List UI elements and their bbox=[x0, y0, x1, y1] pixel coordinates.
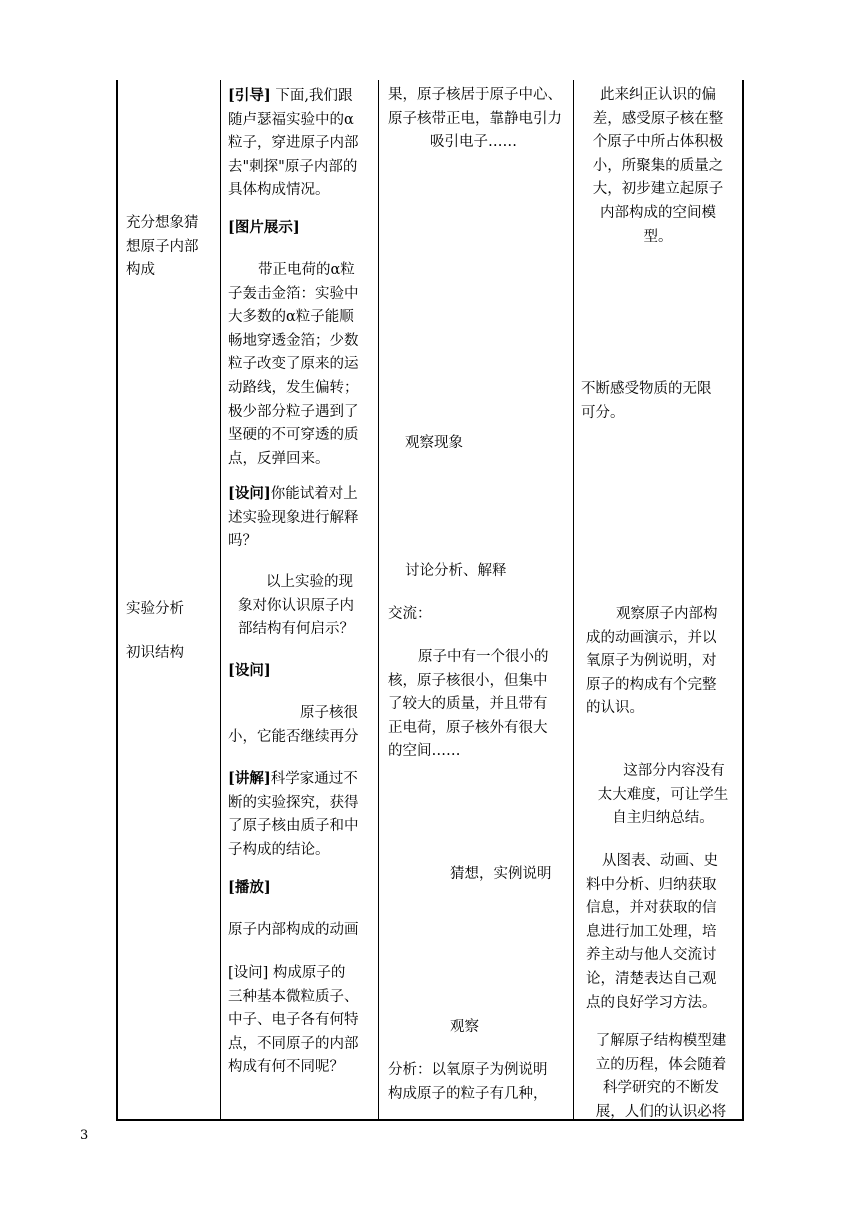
stage-imagine bbox=[126, 212, 218, 283]
intent-line: 立的历程，体会随着 bbox=[595, 1056, 727, 1073]
picture-description bbox=[228, 259, 376, 471]
intent-line: 氧原子为例说明，对 bbox=[586, 653, 717, 670]
student-line: 正电荷，原子核外有很大 bbox=[388, 719, 548, 736]
stage-experiment-analysis: 实验分析 bbox=[126, 601, 184, 617]
question-line: 你能试着对上 bbox=[270, 486, 358, 502]
intent-line: 信息，并对获取的信 bbox=[586, 900, 717, 917]
question-line: 小，它能否继续再分 bbox=[228, 728, 359, 745]
intent-line: 内部构成的空间模 bbox=[600, 204, 716, 221]
picture-line: 极少部分粒子遇到了 bbox=[228, 403, 359, 420]
intent-line: 大，初步建立起原子 bbox=[592, 181, 724, 198]
picture-line: 畅地穿透金箔；少数 bbox=[228, 332, 359, 349]
intent-line: 不断感受物质的无限 bbox=[581, 381, 712, 397]
picture-line: 子轰击金箔：实验中 bbox=[228, 285, 359, 302]
table-column-divider bbox=[220, 80, 221, 1120]
picture-line: 粒子改变了原来的运 bbox=[228, 356, 359, 373]
question-particles bbox=[228, 962, 376, 1080]
question-line: 中子、电子各有何特 bbox=[228, 1012, 359, 1029]
question-tag-2: [设问] bbox=[228, 662, 271, 679]
guide-line: 具体构成情况。 bbox=[228, 182, 330, 199]
lecture-line: 科学家通过不 bbox=[270, 771, 358, 787]
intent-learning-method bbox=[586, 850, 740, 1015]
intent-line: 的认识。 bbox=[586, 700, 644, 717]
page-number: 3 bbox=[80, 1128, 89, 1143]
question-line: 三种基本微粒质子、 bbox=[228, 988, 359, 1005]
guide-tag: [引导] bbox=[228, 87, 271, 104]
student-line: 果，原子核居于原子中心、 bbox=[388, 87, 562, 103]
student-line: 原子中有一个很小的 bbox=[418, 649, 549, 665]
question-nucleus-divide bbox=[228, 702, 376, 749]
stage-initial-structure: 初识结构 bbox=[126, 645, 184, 661]
discuss-analyze: 讨论分析、解释 bbox=[405, 563, 507, 579]
intent-line: 了解原子结构模型建 bbox=[595, 1033, 727, 1049]
intent-line: 科学研究的不断发 bbox=[603, 1080, 719, 1097]
picture-line: 点，反弹回来。 bbox=[228, 450, 330, 467]
intent-line: 这部分内容没有 bbox=[623, 763, 725, 779]
table-column-divider bbox=[378, 80, 379, 1120]
intent-model-history bbox=[581, 1030, 741, 1124]
intent-line: 点的良好学习方法。 bbox=[586, 994, 717, 1011]
intent-line: 可分。 bbox=[581, 404, 625, 421]
intent-animation-demo bbox=[586, 603, 740, 721]
guide-line: 下面,我们跟 bbox=[275, 88, 353, 104]
question-inspiration bbox=[238, 571, 378, 642]
question-line: 构成有何不同呢？ bbox=[228, 1059, 344, 1076]
picture-line: 大多数的α粒子能顺 bbox=[228, 309, 354, 326]
intent-line: 论，清楚表达自己观 bbox=[586, 970, 717, 987]
student-line: 分析：以氧原子为例说明 bbox=[388, 1062, 548, 1078]
question-explain bbox=[228, 482, 376, 554]
question-line: 以上实验的现 bbox=[266, 574, 353, 590]
lecture-paragraph bbox=[228, 767, 376, 862]
lecture-line: 子构成的结论。 bbox=[228, 841, 330, 858]
question-line: 原子核很 bbox=[300, 705, 358, 721]
student-line: 吸引电子…… bbox=[430, 134, 517, 151]
intent-line: 小，所聚集的质量之 bbox=[592, 157, 724, 174]
picture-show-tag: [图片展示] bbox=[228, 219, 300, 236]
intent-correct-understanding bbox=[578, 84, 738, 249]
nucleus-attract-text bbox=[388, 84, 573, 155]
intent-line: 养主动与他人交流讨 bbox=[586, 947, 717, 964]
play-tag: [播放] bbox=[228, 879, 271, 896]
exchange-label: 交流： bbox=[388, 606, 432, 622]
picture-line: 带正电荷的α粒 bbox=[258, 262, 355, 278]
table-column-divider bbox=[573, 80, 574, 1120]
table-border-left bbox=[116, 80, 118, 1120]
guide-paragraph bbox=[228, 84, 376, 203]
question-tag: [设问] bbox=[228, 485, 271, 502]
intent-line: 自主归纳总结。 bbox=[612, 810, 714, 827]
stage-line: 构成 bbox=[126, 262, 155, 279]
intent-line: 展，人们的认识必将 bbox=[595, 1103, 727, 1120]
observe-phenomenon: 观察现象 bbox=[405, 435, 463, 451]
intent-line: 太大难度，可让学生 bbox=[597, 786, 729, 803]
guide-line: 去"刺探"原子内部的 bbox=[228, 158, 358, 175]
lecture-tag: [讲解] bbox=[228, 770, 271, 787]
intent-line: 息进行加工处理，培 bbox=[586, 923, 717, 940]
intent-line: 观察原子内部构 bbox=[616, 606, 718, 622]
table-border-right bbox=[742, 80, 744, 1120]
student-line: 了较大的质量，并且带有 bbox=[388, 696, 548, 713]
picture-line: 坚硬的不可穿透的质 bbox=[228, 427, 359, 444]
stage-line: 充分想象猜 bbox=[126, 215, 199, 231]
intent-line: 差，感受原子核在整 bbox=[592, 110, 724, 127]
nucleus-conclusion bbox=[388, 646, 573, 764]
intent-line: 型。 bbox=[643, 228, 673, 245]
question-line: 部结构有何启示？ bbox=[238, 621, 354, 638]
guide-line: 粒子，穿进原子内部 bbox=[228, 135, 359, 152]
intent-line: 个原子中所占体积极 bbox=[592, 134, 724, 151]
student-line: 原子核带正电，靠静电引力 bbox=[388, 110, 562, 127]
question-line: 吗？ bbox=[228, 533, 257, 550]
question-line: 点，不同原子的内部 bbox=[228, 1035, 359, 1052]
stage-line: 想原子内部 bbox=[126, 238, 199, 255]
guide-line: 随卢瑟福实验中的α bbox=[228, 111, 354, 128]
intent-self-summary bbox=[586, 760, 740, 831]
picture-line: 动路线，发生偏转； bbox=[228, 379, 359, 396]
intent-line: 成的动画演示，并以 bbox=[586, 629, 717, 646]
student-line: 核，原子核很小，但集中 bbox=[388, 672, 548, 689]
question-line: [设问] 构成原子的 bbox=[228, 965, 346, 981]
question-line: 述实验现象进行解释 bbox=[228, 509, 359, 526]
oxygen-analysis bbox=[388, 1059, 573, 1106]
student-line: 构成原子的粒子有几种， bbox=[388, 1085, 548, 1102]
observe: 观察 bbox=[450, 1019, 479, 1035]
student-line: 的空间…… bbox=[388, 743, 461, 760]
question-line: 象对你认识原子内 bbox=[238, 597, 354, 614]
intent-line: 料中分析、归纳获取 bbox=[586, 876, 717, 893]
intent-line: 从图表、动画、史 bbox=[602, 853, 718, 869]
play-animation-text: 原子内部构成的动画 bbox=[228, 922, 359, 938]
lecture-line: 断的实验探究，获得 bbox=[228, 794, 359, 811]
intent-line: 此来纠正认识的偏 bbox=[600, 87, 716, 103]
intent-line: 原子的构成有个完整 bbox=[586, 676, 717, 693]
guess-example: 猜想，实例说明 bbox=[450, 866, 552, 882]
intent-infinite-divisible bbox=[581, 378, 741, 425]
lecture-line: 了原子核由质子和中 bbox=[228, 818, 359, 835]
